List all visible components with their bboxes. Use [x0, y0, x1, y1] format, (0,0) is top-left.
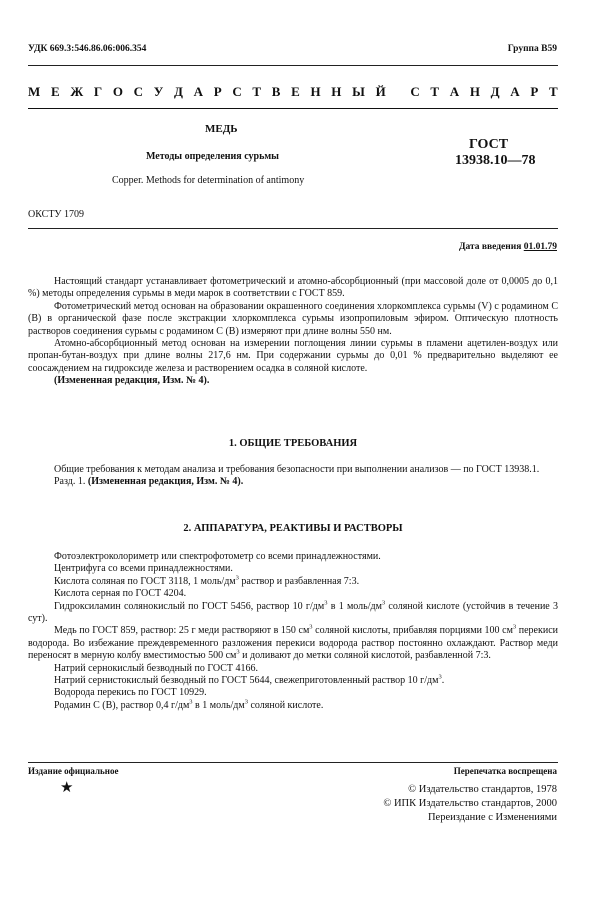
heading-letter: А [449, 84, 460, 99]
intro-paragraph: Настоящий стандарт устанавливает фотометрический и атомно-абсорбционный (при массовой доле от 0,0005 до 0,1 %) методы определения сурьмы в меди марок в соответствии с ГОСТ 859. [28, 276, 558, 300]
list-item: Водорода перекись по ГОСТ 10929. [54, 687, 207, 699]
section-2-list [28, 551, 558, 712]
heading-letter: Р [530, 84, 539, 99]
divider [28, 762, 558, 763]
introduction-date-label: Дата введения [458, 242, 522, 252]
heading-letter: С [232, 84, 242, 99]
udk-code: УДК 669.3:546.86.06:006.354 [28, 44, 147, 54]
heading-letter: М [28, 84, 41, 99]
standard-title: МЕДЬ [205, 123, 238, 135]
revision-note: (Измененная редакция, Изм. № 4). [54, 375, 210, 387]
list-item: Кислота соляная по ГОСТ 3118, 1 моль/$дм^3$ раствор и разбавленная 7:3. [54, 574, 360, 587]
heading-letter: Г [93, 84, 103, 99]
section-2-title: 2. АППАРАТУРА, РЕАКТИВЫ И РАСТВОРЫ [183, 523, 403, 534]
heading-letter [396, 84, 399, 100]
heading-letter: А [510, 84, 520, 99]
gost-number: 13938.10—78 [455, 153, 536, 168]
section-1-title: 1. ОБЩИЕ ТРЕБОВАНИЯ [228, 438, 358, 449]
standard-subtitle: Методы определения сурьмы [146, 151, 279, 162]
star-icon: ★ [60, 780, 74, 796]
heading-letter: В [271, 84, 281, 99]
heading-letter: Н [469, 84, 480, 99]
heading-letter: Н [331, 84, 342, 99]
heading-letter: Т [549, 84, 558, 99]
introduction-date [459, 242, 557, 252]
heading-letter: Т [430, 84, 440, 99]
reprint-prohibited-label: Перепечатка воспрещена [453, 766, 557, 776]
heading-letter: Е [50, 84, 60, 99]
intro-paragraph: Фотометрический метод основан на образовании окрашенного соединения хлоркомплекса сурьмы (V) с родамином С (В) в органической фазе после экстракции хлоркомплекса сурьмы изопропиловым эфиром. Оптическую плотность растворов соединения сурьмы с родамином С (В) измеряют при длине волны 550 нм. [28, 300, 558, 337]
list-item: Медь по ГОСТ 859, раствор: 25 г меди растворяют в 150 $см^3$ соляной кислоты, прибавляя порциями 100 $см^3$ перекиси водорода. Во избежание преждевременного разложения перекиси водорода раствор постоянно охлаждают. Раствор меди переносят в мерную колбу вместимостью 500 $см^3$ и доливают до метки соляной кислотой, разбавленной 7:3. [28, 624, 558, 662]
list-item: Фотоэлектроколориметр или спектрофотометр со всеми принадлежностями. [54, 551, 381, 562]
heading-letter: Й [375, 84, 386, 99]
gost-label: ГОСТ [469, 137, 509, 152]
list-item: Центрифуга со всеми принадлежностями. [54, 563, 233, 575]
heading-letter: Т [252, 84, 262, 99]
heading-letter: Е [291, 84, 300, 99]
introduction-date-value: 01.01.79 [523, 242, 557, 252]
divider [28, 228, 558, 229]
heading-letter: Ж [70, 84, 84, 99]
list-item: Гидроксиламин солянокислый по ГОСТ 5456, раствор 10 $г/дм^3$ в 1 моль/$дм^3$ соляной кислоте (устойчив в течение 3 сут). [28, 599, 558, 625]
okstu-code: ОКСТУ 1709 [28, 209, 85, 220]
list-item: Кислота серная по ГОСТ 4204. [54, 588, 187, 600]
section-1-note [28, 476, 558, 488]
note-revision: (Измененная редакция, Изм. № 4). [87, 476, 244, 488]
official-edition-label: Издание официальное [28, 766, 119, 776]
interstate-standard-heading [28, 84, 558, 100]
heading-letter: Р [213, 84, 222, 99]
divider [28, 108, 558, 109]
divider [28, 65, 558, 66]
heading-letter: С [410, 84, 420, 99]
heading-letter: Д [173, 84, 183, 99]
section-1-text [28, 464, 558, 489]
heading-letter: Д [490, 84, 500, 99]
section-1-paragraph: Общие требования к методам анализа и требования безопасности при выполнении анализов — по ГОСТ 13938.1. [54, 464, 540, 475]
heading-letter: А [193, 84, 203, 99]
heading-letter: О [112, 84, 123, 99]
heading-letter: Ы [352, 84, 365, 99]
heading-letter: У [153, 84, 164, 99]
heading-letter: Н [310, 84, 321, 99]
intro-text [28, 276, 558, 388]
reissue-note: Переиздание с Изменениями [427, 812, 557, 823]
intro-paragraph: Атомно-абсорбционный метод основан на измерении поглощения линии сурьмы в пламени ацетилен-воздух или пропан-бутан-воздух при длине волны 217,6 нм. При содержании сурьмы до 0,01 % предварительно выделяют ее соосаждением на гидроксиде железа и растворением осадка в соляной кислоте. [28, 338, 558, 374]
list-item: Натрий сернистокислый безводный по ГОСТ 5644, свежеприготовленный раствор 10 $г/дм^3$. [54, 673, 445, 687]
note-prefix: Разд. 1. [54, 476, 88, 488]
group-code: Группа В59 [507, 44, 557, 54]
list-item: Родамин С (В), раствор 0,4 $г/дм^3$ в 1 моль/$дм^3$ соляной кислоте. [54, 698, 324, 711]
copyright-line: © ИПК Издательство стандартов, 2000 [383, 798, 557, 809]
heading-letter: С [133, 84, 144, 99]
copyright-line: © Издательство стандартов, 1978 [408, 784, 557, 795]
standard-title-english: Copper. Methods for determination of antimony [112, 175, 305, 186]
list-item: Натрий сернокислый безводный по ГОСТ 4166. [54, 662, 259, 674]
